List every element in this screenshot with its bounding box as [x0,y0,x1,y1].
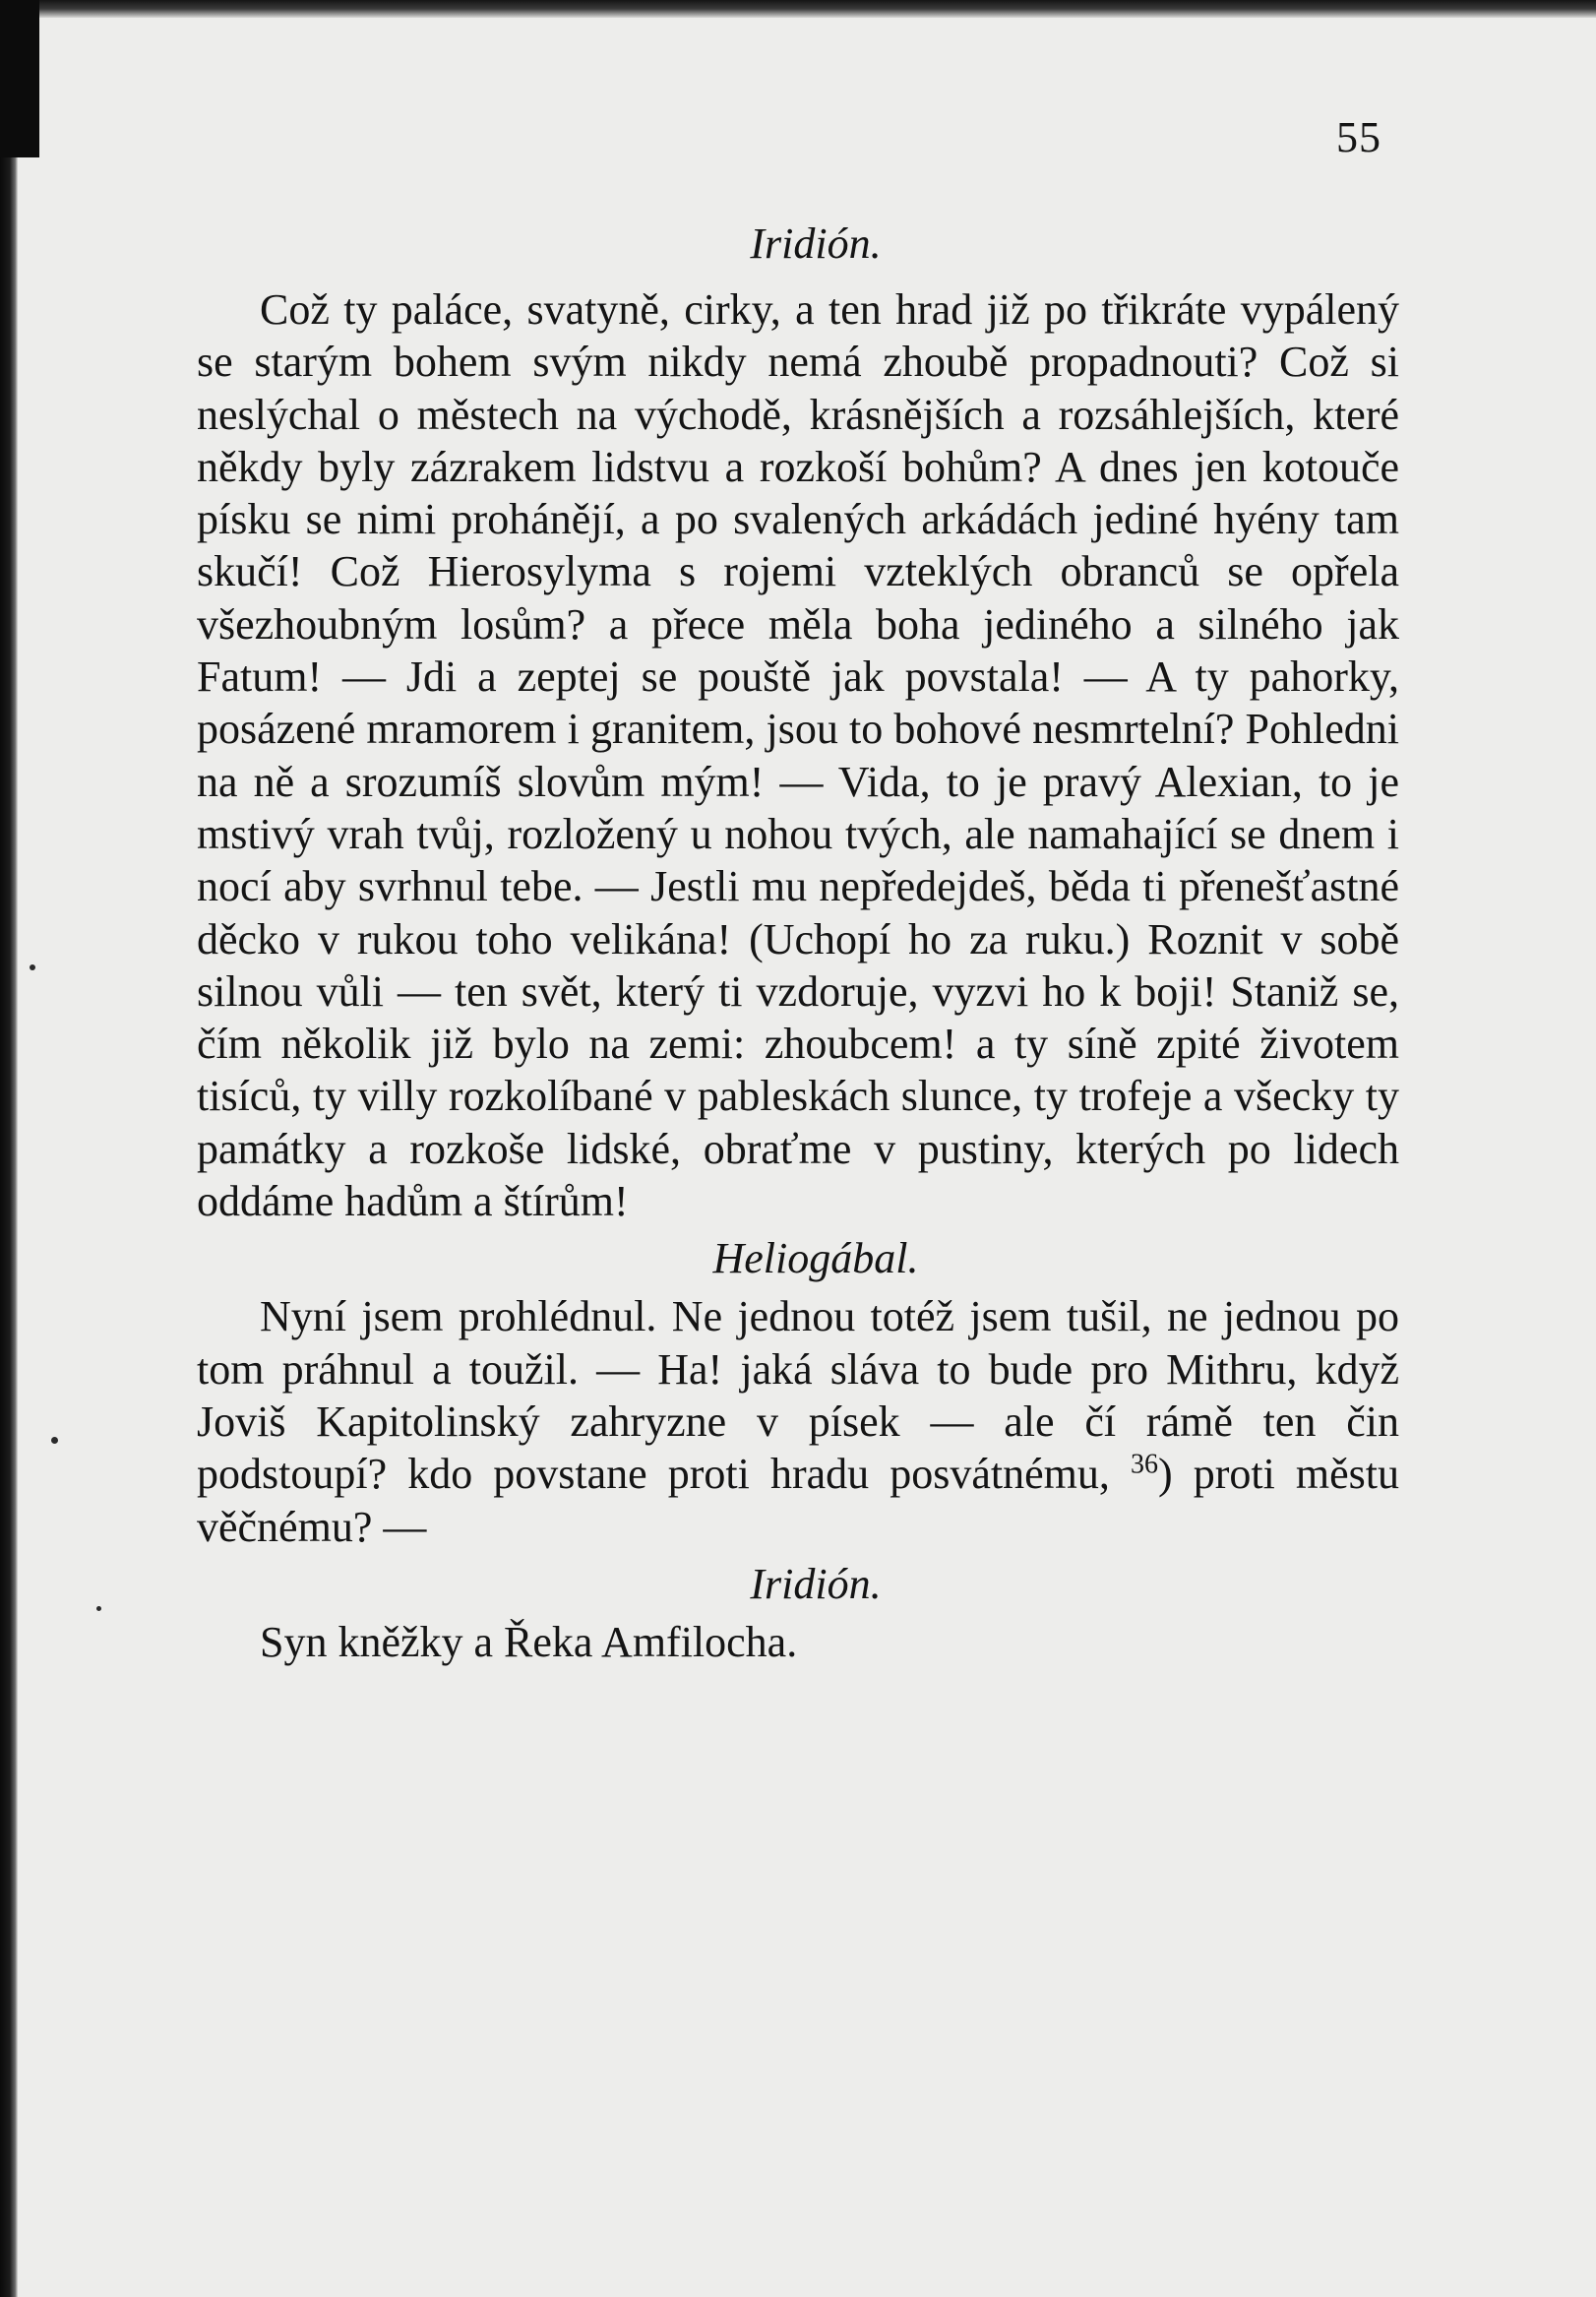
paper-speck [96,1606,101,1611]
dialogue-paragraph [197,1290,1399,1552]
binding-edge-shadow [0,0,18,2297]
dialogue-paragraph [197,283,1399,1227]
page-text [197,217,1399,1668]
speaker-heading: Iridión. [750,1559,882,1608]
paper-speck [51,1437,58,1444]
speaker-heading: Iridión. [750,219,882,268]
dialogue-text: Což ty paláce, svatyně, cirky, a ten hrad již po třikráte vypálený se starým bohem svým nikdy nemá zhoubě propadnouti? Což si neslýchal o městech na východě, krásnějších a rozsáhlejších, které někdy byly zázrakem lidstvu a rozkoší bohům? A dnes jen kotouče písku se nimi prohánějí, a po svalených arkádách jediné hyény tam skučí! Což Hierosylyma s rojemi vzteklých obranců se opřela všezhoubným losům? a přece měla boha jediného a silného jak Fatum! — Jdi a zeptej se pouště jak povstala! — A ty pahorky, posázené mramorem i granitem, jsou to bohové nesmrtelní? Pohledni na ně a srozumíš slovům mým! — Vida, to je pravý Alexian, to je mstivý vrah tvůj, rozložený u nohou tvých, ale namahající se dnem i nocí aby svrhnul tebe. — Jestli mu nepředejdeš, běda ti přenešťastné děcko v rukou toho velikána! (Uchopí ho za ruku.) Roznit v sobě silnou vůli — ten svět, který ti vzdoruje, vyzvi ho k boji! Staniž se, čím několik již bylo na zemi: zhoubcem! a ty síně zpité životem tisíců, ty villy rozkolíbané v pableskách slunce, ty trofeje a všecky ty památky a rozkoše lidské, obraťme v pustiny, kterých po lidech oddáme hadům a štírům! [197,285,1399,1226]
page-number: 55 [1336,113,1381,161]
page-top-edge-shadow [0,0,1596,18]
footnote-reference: 36 [1130,1449,1158,1480]
speaker-heading: Heliogábal. [712,1234,919,1283]
dialogue-paragraph [197,1616,1399,1668]
dialogue-text: Syn kněžky a Řeka Amfilocha. [260,1617,798,1666]
paper-speck [30,964,35,970]
corner-shadow [0,0,39,157]
dialogue-text: Nyní jsem prohlédnul. Ne jednou totéž jsem tušil, ne jednou po tom práhnul a toužil. — Ha! jaká sláva to bude pro Mithru, když Joviš Kapitolinský zahryzne v písek — ale čí rámě ten čin podstoupí? kdo povstane proti hradu posvátnému, [197,1292,1399,1499]
dialogue-text: ) proti městu věčnému? — [197,1450,1400,1551]
